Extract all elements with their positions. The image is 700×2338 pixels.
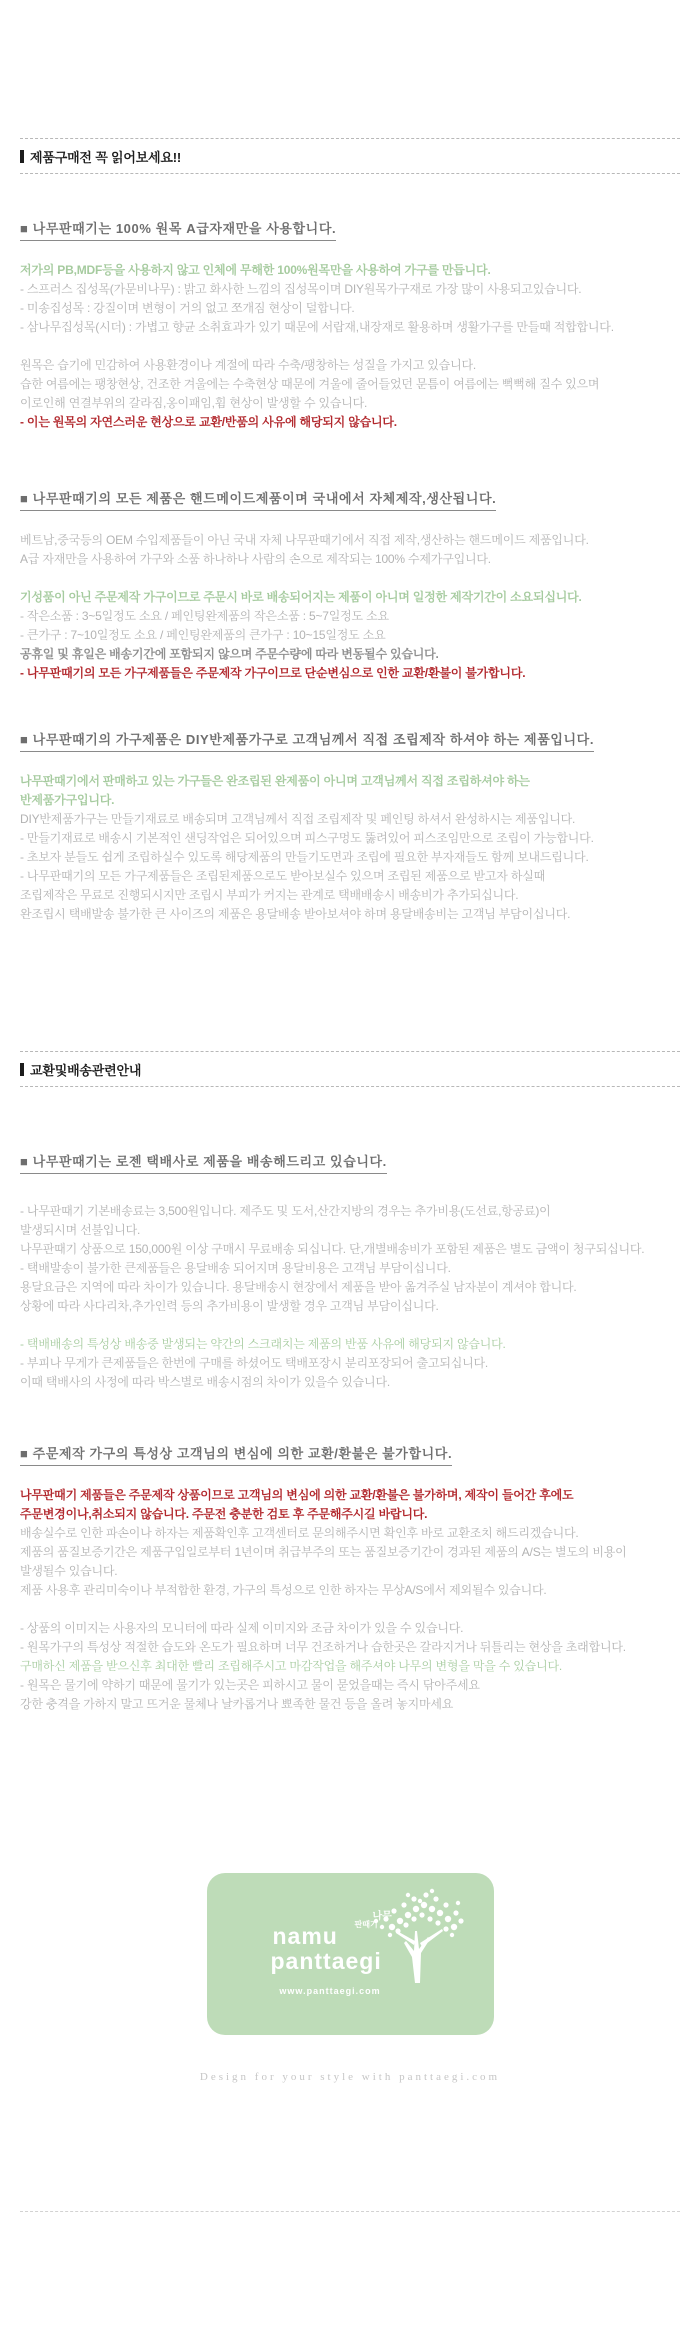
footer-tagline: Design for your style with panttaegi.com <box>199 2071 501 2083</box>
section-delivery-body <box>20 1202 680 1392</box>
text-line: DIY반제품가구는 만들기재료로 배송되며 고객님께서 직접 조립제작 및 페인팅 하셔서 완성하시는 제품입니다. <box>20 812 576 826</box>
text-line: - 부피나 무게가 큰제품들은 한번에 구매를 하셨어도 택배포장시 분리포장되어 출고되십니다. <box>20 1356 489 1370</box>
warning-line: 나무판때기 제품들은 주문제작 상품이므로 고객님의 변심에 의한 교환/환불은 불가하며, 제작이 들어간 후에도 <box>20 1488 574 1502</box>
section-title-delivery: ■ 나무판때기는 로젠 택배사로 제품을 배송해드리고 있습니다. <box>20 1151 680 1174</box>
notice-page <box>0 138 700 2212</box>
brand-korean-bottom: 판때기 <box>354 1920 378 1929</box>
section-title-refund: ■ 주문제작 가구의 특성상 고객님의 변심에 의한 교환/환불은 불가합니다. <box>20 1443 680 1466</box>
section-title-diy: ■ 나무판때기의 가구제품은 DIY반제품가구로 고객님께서 직접 조립제작 하셔야 하는 제품입니다. <box>20 729 680 752</box>
text-line: - 삼나무집성목(시더) : 가볍고 향균 소취효과가 있기 때문에 서랍재,내장재로 활용하며 생활가구를 만들때 적합합니다. <box>20 320 614 334</box>
text-line: 배송실수로 인한 파손이나 하자는 제품확인후 고객센터로 문의해주시면 확인후 바로 교환조치 해드리겠습니다. <box>20 1526 579 1540</box>
text-line: - 스프러스 집성목(가문비나무) : 밝고 화사한 느낌의 집성목이며 DIY원목가구재로 가장 많이 사용되고있습니다. <box>20 282 582 296</box>
warning-line: 주문변경이나,취소되지 않습니다. 주문전 충분한 검토 후 주문해주시길 바랍니다. <box>20 1507 428 1521</box>
text-line: 발생될수 있습니다. <box>20 1564 118 1578</box>
brand-name-line2: panttaegi <box>270 1948 382 1974</box>
text-line: 제품의 품질보증기간은 제품구입일로부터 1년이며 취급부주의 또는 품질보증기간이 경과된 제품의 A/S는 별도의 비용이 <box>20 1545 627 1559</box>
brand-url: www.panttaegi.com <box>279 1986 381 1996</box>
section-handmade-body <box>20 531 680 683</box>
text-line: 이때 택배사의 사정에 따라 박스별로 배송시점의 차이가 있을수 있습니다. <box>20 1375 390 1389</box>
text-line: 발생되시며 선불입니다. <box>20 1223 141 1237</box>
bottom-divider <box>20 2211 680 2212</box>
text-line: 기성품이 아닌 주문제작 가구이므로 주문시 바로 배송되어지는 제품이 아니며 일정한 제작기간이 소요되십니다. <box>20 590 582 604</box>
text-line: 원목은 습기에 민감하여 사용환경이나 계절에 따라 수축/팽창하는 성질을 가지고 있습니다. <box>20 358 476 372</box>
text-line: - 나무판때기의 모든 가구제품들은 조립된제품으로도 받아보실수 있으며 조립된 제품으로 받고자 하실때 <box>20 869 545 883</box>
text-line: - 미송집성목 : 강질이며 변형이 거의 없고 쪼개짐 현상이 덜합니다. <box>20 301 355 315</box>
warning-line: - 나무판때기의 모든 가구제품들은 주문제작 가구이므로 단순변심으로 인한 교환/환불이 불가합니다. <box>20 666 526 680</box>
section-title-materials: ■ 나무판때기는 100% 원목 A급자재만을 사용합니다. <box>20 218 680 241</box>
text-line: - 만들기재료로 배송시 기본적인 샌딩작업은 되어있으며 피스구멍도 뚫려있어 피스조임만으로 조립이 가능합니다. <box>20 831 594 845</box>
warning-line: - 이는 원목의 자연스러운 현상으로 교환/반품의 사유에 해당되지 않습니다. <box>20 415 397 429</box>
text-line: - 초보자 분들도 쉽게 조립하실수 있도록 해당제품의 만들기도면과 조립에 필요한 부자재들도 함께 보내드립니다. <box>20 850 589 864</box>
text-line: 나무판때기 상품으로 150,000원 이상 구매시 무료배송 되십니다. 단,개별배송비가 포함된 제품은 별도 금액이 청구되십니다. <box>20 1242 645 1256</box>
text-line: 습한 여름에는 팽창현상, 건조한 겨울에는 수축현상 때문에 겨울에 줄어들었던 문틈이 여름에는 뻑뻑해 질수 있으며 <box>20 377 600 391</box>
text-line: - 상품의 이미지는 사용자의 모니터에 따라 실제 이미지와 조금 차이가 있을 수 있습니다. <box>20 1621 464 1635</box>
text-line: 조립제작은 무료로 진행되시지만 조립시 부피가 커지는 관계로 택배배송시 배송비가 추가되십니다. <box>20 888 519 902</box>
text-line: 용달요금은 지역에 따라 차이가 있습니다. 용달배송시 현장에서 제품을 받아 옮겨주실 남자분이 계셔야 합니다. <box>20 1280 577 1294</box>
header-bar-icon <box>20 1063 24 1076</box>
notice-header-block <box>20 138 680 174</box>
text-line: - 택배배송의 특성상 배송중 발생되는 약간의 스크래치는 제품의 반품 사유에 해당되지 않습니다. <box>20 1337 506 1351</box>
text-line: A급 자재만을 사용하여 가구와 소품 하나하나 사람의 손으로 제작되는 100% 수제가구입니다. <box>20 552 491 566</box>
text-line: - 큰가구 : 7~10일정도 소요 / 페인팅완제품의 큰가구 : 10~15일정도 소요 <box>20 628 386 642</box>
section-title-handmade: ■ 나무판때기의 모든 제품은 핸드메이드제품이며 국내에서 자체제작,생산됩니다. <box>20 488 680 511</box>
text-line: 구매하신 제품을 받으신후 최대한 빨리 조립해주시고 마감작업을 해주셔야 나무의 변형을 막을 수 있습니다. <box>20 1659 562 1673</box>
notice-header <box>20 147 680 166</box>
text-line: - 원목가구의 특성상 적절한 습도와 온도가 필요하며 너무 건조하거나 습한곳은 갈라지거나 뒤틀리는 현상을 초래합니다. <box>20 1640 626 1654</box>
text-line: 완조립시 택배발송 불가한 큰 사이즈의 제품은 용달배송 받아보셔야 하며 용달배송비는 고객님 부담이십니다. <box>20 907 571 921</box>
text-line: 반제품가구입니다. <box>20 793 115 807</box>
text-line: 이로인해 연결부위의 갈라짐,옹이패임,휨 현상이 발생할 수 있습니다. <box>20 396 368 410</box>
text-line: 나무판때기에서 판매하고 있는 가구들은 완조립된 완제품이 아니며 고객님께서 직접 조립하셔야 하는 <box>20 774 530 788</box>
notice-header-label: 제품구매전 꼭 읽어보세요!! <box>30 150 182 165</box>
brand-logo <box>207 1873 494 2035</box>
text-line: - 택배발송이 불가한 큰제품들은 용달배송 되어지며 용달비용은 고객님 부담이십니다. <box>20 1261 451 1275</box>
text-line: 강한 충격을 가하지 말고 뜨거운 물체나 날카롭거나 뾰족한 물건 등을 올려 놓지마세요 <box>20 1697 454 1711</box>
brand-korean-top: 나무 <box>372 1911 392 1922</box>
shipping-header <box>20 1060 680 1079</box>
text-line: - 나무판때기 기본배송료는 3,500원입니다. 제주도 및 도서,산간지방의 경우는 추가비용(도선료,항공료)이 <box>20 1204 551 1218</box>
text-line: - 작은소품 : 3~5일정도 소요 / 페인팅완제품의 작은소품 : 5~7일정도 소요 <box>20 609 389 623</box>
header-bar-icon <box>20 150 24 163</box>
shipping-header-label: 교환및배송관련안내 <box>30 1063 142 1078</box>
text-line: 제품 사용후 관리미숙이나 부적합한 환경, 가구의 특성으로 인한 하자는 무상A/S에서 제외될수 있습니다. <box>20 1583 547 1597</box>
section-refund-body <box>20 1486 680 1714</box>
text-line: 저가의 PB,MDF등을 사용하지 않고 인체에 무해한 100%원목만을 사용하여 가구를 만듭니다. <box>20 263 491 277</box>
text-line: 베트남,중국등의 OEM 수입제품들이 아닌 국내 자체 나무판때기에서 직접 제작,생산하는 핸드메이드 제품입니다. <box>20 533 589 547</box>
brand-name-line1: namu <box>272 1923 338 1949</box>
section-materials-body <box>20 261 680 432</box>
text-line: - 원목은 물기에 약하기 때문에 물기가 있는곳은 피하시고 물이 묻었을때는 즉시 닦아주세요 <box>20 1678 480 1692</box>
text-line: 공휴일 및 휴일은 배송기간에 포함되지 않으며 주문수량에 따라 변동될수 있습니다. <box>20 647 439 661</box>
shipping-header-block <box>20 1051 680 1087</box>
text-line: 상황에 따라 사다리차,추가인력 등의 추가비용이 발생할 경우 고객님 부담이십니다. <box>20 1299 439 1313</box>
section-diy-body <box>20 772 680 924</box>
